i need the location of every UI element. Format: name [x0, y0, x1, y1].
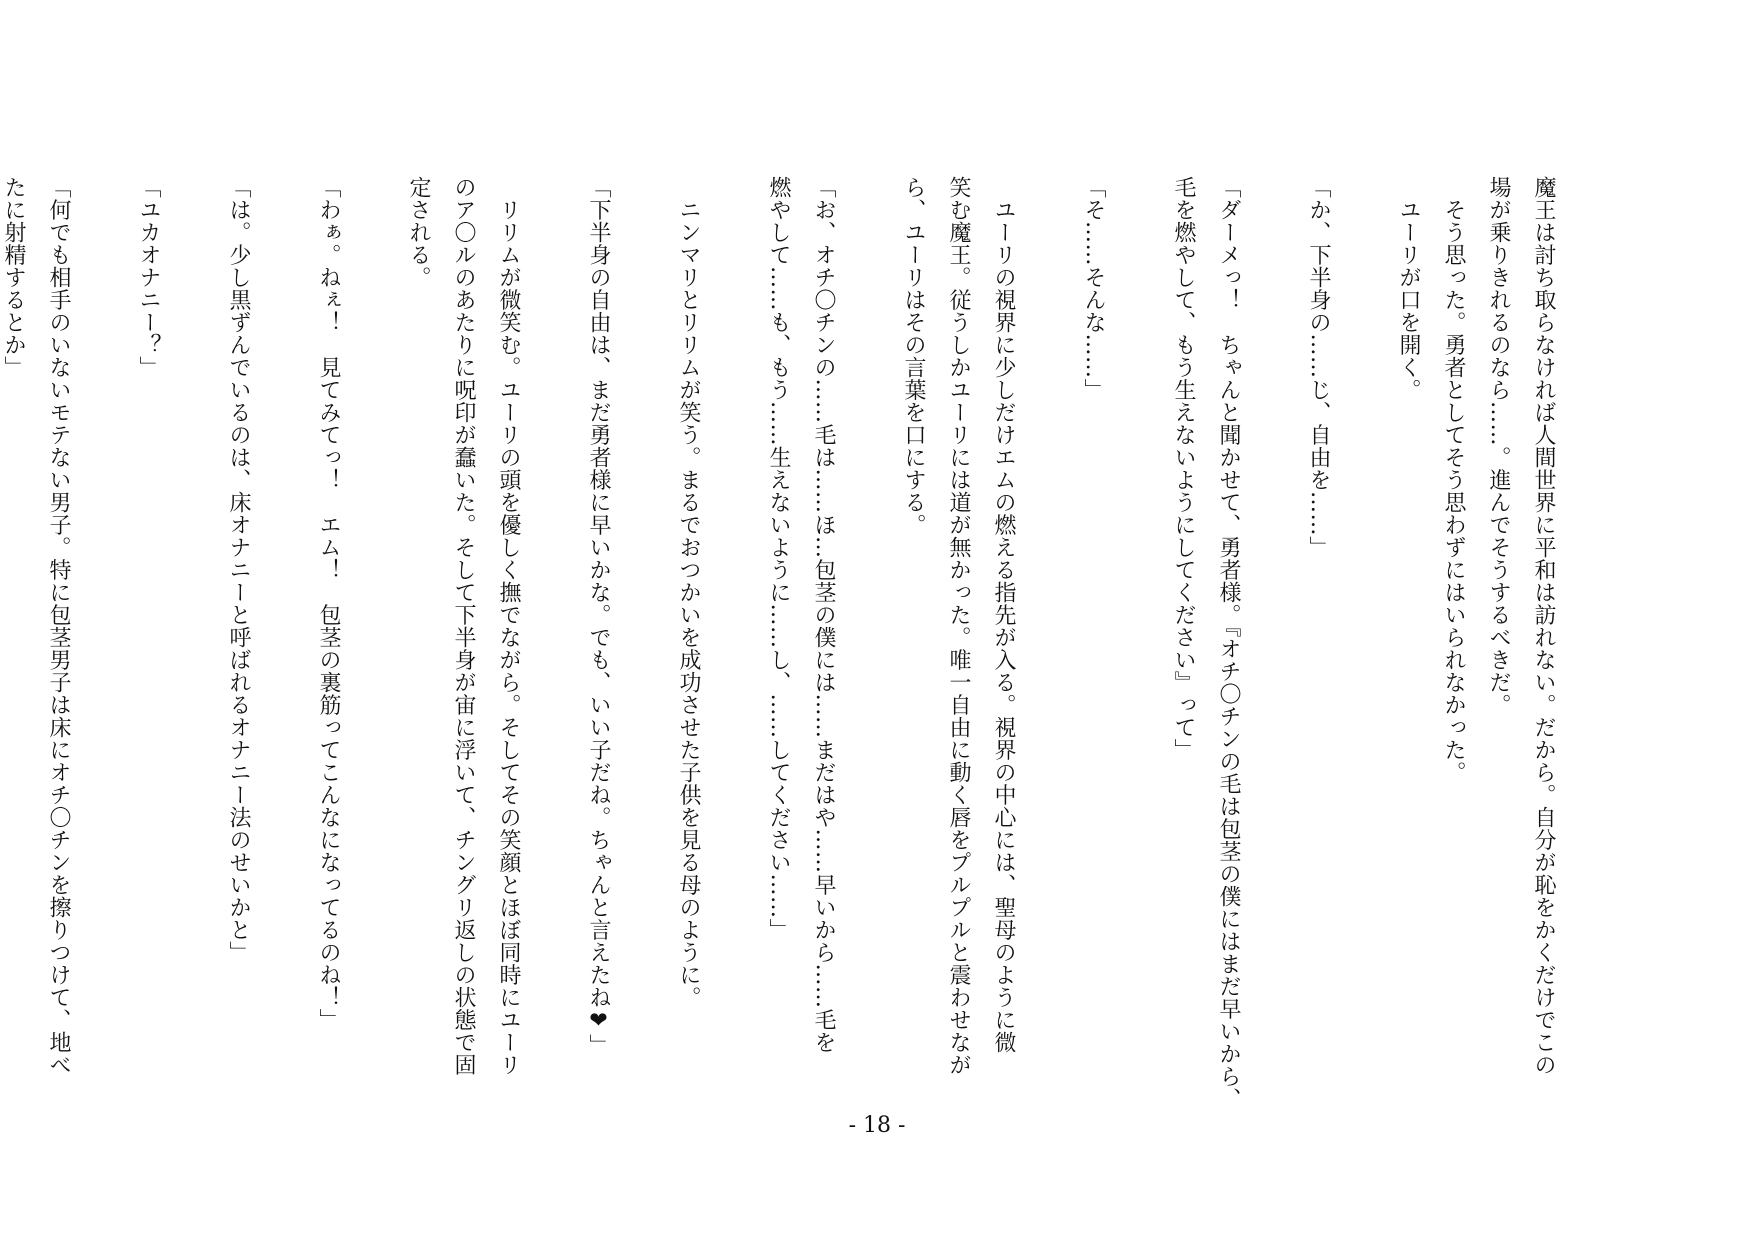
text-line: 毛を燃やして、もう生えないようにしてください』って」 [1171, 176, 1196, 761]
paragraph-gap [1116, 176, 1161, 1076]
text-line: 定される。 [406, 176, 431, 289]
page-number: - 18 - [848, 1113, 906, 1138]
text-line: ら、ユーリはその言葉を口にする。 [901, 176, 926, 536]
text-line: たに射精するとか」 [1, 176, 26, 379]
text-line: 「何でも相手のいないモテない男子。特に包茎男子は床にオチ〇チンを擦りつけて、地べ [46, 176, 71, 1076]
paragraph-gap [1341, 176, 1386, 1076]
paragraph-gap [531, 176, 576, 1076]
text-line: 「そ……そんな……」 [1081, 176, 1106, 401]
text-line: ユーリが口を開く。 [1396, 176, 1421, 401]
text-line: 「お、オチ〇チンの……毛は……ほ…包茎の僕には……まだはや……早いから……毛を [811, 176, 836, 1054]
text-line: 「ダーメっ！ ちゃんと聞かせて、勇者様。『オチ〇チンの毛は包茎の僕にはまだ早いから、 [1216, 176, 1241, 1110]
text-line: ニンマリとリリムが笑う。まるでおつかいを成功させた子供を見る母のように。 [676, 176, 701, 1009]
text-line: 場が乗りきれるのなら……。進んでそうするべきだ。 [1486, 176, 1511, 716]
text-line: リリムが微笑む。ユーリの頭を優しく撫でながら。そしてその笑顔とほぼ同時にユーリ [496, 176, 521, 1076]
vertical-body-text [1, 176, 1566, 1110]
text-line: 「か、下半身の……じ、自由を……」 [1306, 176, 1331, 559]
paragraph-gap [1026, 176, 1071, 1076]
text-line: 笑む魔王。従うしかユーリには道が無かった。唯一自由に動く唇をプルプルと震わせなが [946, 176, 971, 1076]
text-line: 「下半身の自由は、まだ勇者様に早いかな。でも、いい子だね。ちゃんと言えたね❤」 [586, 176, 611, 1057]
text-line: 魔王は討ち取らなければ人間世界に平和は訪れない。だから。自分が恥をかくだけでこの [1531, 176, 1556, 1076]
paragraph-gap [351, 176, 396, 1076]
paragraph-gap [846, 176, 891, 1076]
paragraph-gap [1251, 176, 1296, 1076]
paragraph-gap [621, 176, 666, 1076]
text-line: のア〇ルのあたりに呪印が蠢いた。そして下半身が宙に浮いて、チングリ返しの状態で固 [451, 176, 476, 1076]
text-line: そう思った。勇者としてそう思わずにはいられなかった。 [1441, 176, 1466, 784]
text-line: 燃やして……も、もう……生えないように……し、……してください……」 [766, 176, 791, 941]
paragraph-gap [171, 176, 216, 1076]
text-line: 「は。少し黒ずんでいるのは、床オナニーと呼ばれるオナニー法のせいかと」 [226, 176, 251, 964]
paragraph-gap [711, 176, 756, 1076]
paragraph-gap [261, 176, 306, 1076]
text-line: 「ユカオナニー？」 [136, 176, 161, 379]
text-line: ユーリの視界に少しだけエムの燃える指先が入る。視界の中心には、聖母のように微 [991, 176, 1016, 1054]
text-line: 「わぁ。ねぇ！ 見てみてっ！ エム！ 包茎の裏筋ってこんなになってるのね！」 [316, 176, 341, 1031]
paragraph-gap [81, 176, 126, 1076]
